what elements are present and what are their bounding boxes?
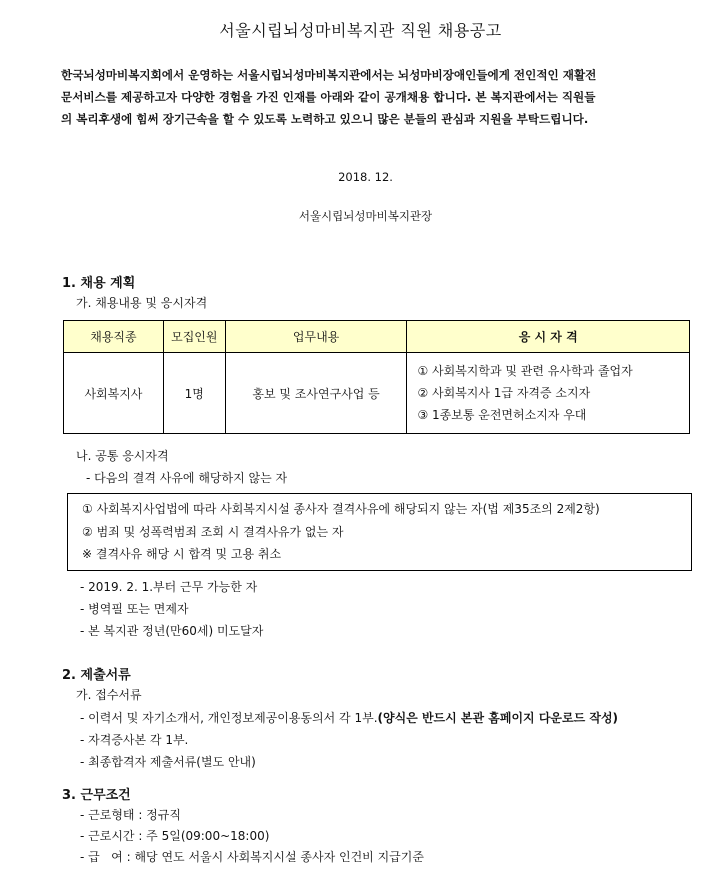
section1-sub-b-intro: - 다음의 결격 사유에 해당하지 않는 자 xyxy=(86,471,288,485)
section2-heading: 2. 제출서류 xyxy=(62,668,131,683)
section1-sub-b: 나. 공통 응시자격 xyxy=(76,449,169,463)
qualification-item: ① 사회복지학과 및 관련 유사학과 졸업자 xyxy=(417,364,633,378)
table-header-qualifications: 응 시 자 격 xyxy=(407,321,690,353)
qualification-item: ③ 1종보통 운전면허소지자 우대 xyxy=(417,408,587,422)
table-header-row xyxy=(64,321,690,353)
document-item-note: (양식은 반드시 본관 홈페이지 다운로드 작성) xyxy=(377,711,619,725)
section2-sub-a: 가. 접수서류 xyxy=(76,688,142,702)
intro-line-3: 의 복리후생에 힘써 장기근속을 할 수 있도록 노력하고 있으니 많은 분들의 관심과 지원을 부탁드립니다. xyxy=(61,112,589,126)
cell-job: 사회복지사 xyxy=(64,353,164,434)
issuer: 서울시립뇌성마비복지관장 xyxy=(298,209,433,223)
extra-qualification: - 병역필 또는 면제자 xyxy=(80,602,189,616)
cell-duties: 홍보 및 조사연구사업 등 xyxy=(225,353,407,434)
recruitment-table xyxy=(63,320,690,434)
section1-sub-a: 가. 채용내용 및 응시자격 xyxy=(76,296,208,310)
section1-heading: 1. 채용 계획 xyxy=(62,276,136,291)
document-item-text: - 이력서 및 자기소개서, 개인정보제공이용동의서 각 1부. xyxy=(80,711,378,725)
condition-item: - 급 여 : 해당 연도 서울시 사회복지시설 종사자 인건비 지급기준 xyxy=(80,850,424,864)
document-item xyxy=(80,709,618,726)
table-header-count: 모집인원 xyxy=(163,321,225,353)
cell-count: 1명 xyxy=(163,353,225,434)
intro-line-1: 한국뇌성마비복지회에서 운영하는 서울시립뇌성마비복지관에서는 뇌성마비장애인들에게 전인적인 재활전 xyxy=(61,68,597,82)
notice-date: 2018. 12. xyxy=(338,170,393,184)
condition-item: - 근로형태 : 정규직 xyxy=(80,808,181,822)
table-row xyxy=(64,353,690,434)
intro-line-2: 문서비스를 제공하고자 다양한 경험을 가진 인재를 아래와 같이 공개채용 합니다. 본 복지관에서는 직원들 xyxy=(61,90,596,104)
extra-qualification: - 2019. 2. 1.부터 근무 가능한 자 xyxy=(80,580,258,594)
box-line: ① 사회복지사업법에 따라 사회복지시설 종사자 결격사유에 해당되지 않는 자(법 제35조의 2제2항) xyxy=(82,502,600,516)
section3-heading: 3. 근무조건 xyxy=(62,788,131,803)
box-line: ② 범죄 및 성폭력범죄 조회 시 결격사유가 없는 자 xyxy=(82,525,344,539)
document-item: - 최종합격자 제출서류(별도 안내) xyxy=(80,755,256,769)
table-header-job: 채용직종 xyxy=(64,321,164,353)
document-item: - 자격증사본 각 1부. xyxy=(80,733,189,747)
disqualification-box xyxy=(67,493,692,571)
qualification-item: ② 사회복지사 1급 자격증 소지자 xyxy=(417,386,591,400)
page-title: 서울시립뇌성마비복지관 직원 채용공고 xyxy=(219,21,502,40)
extra-qualification: - 본 복지관 정년(만60세) 미도달자 xyxy=(80,624,264,638)
cell-qualifications xyxy=(407,353,690,434)
condition-item: - 근로시간 : 주 5일(09:00~18:00) xyxy=(80,829,270,843)
table-header-duties: 업무내용 xyxy=(225,321,407,353)
box-line: ※ 결격사유 해당 시 합격 및 고용 취소 xyxy=(82,547,282,561)
